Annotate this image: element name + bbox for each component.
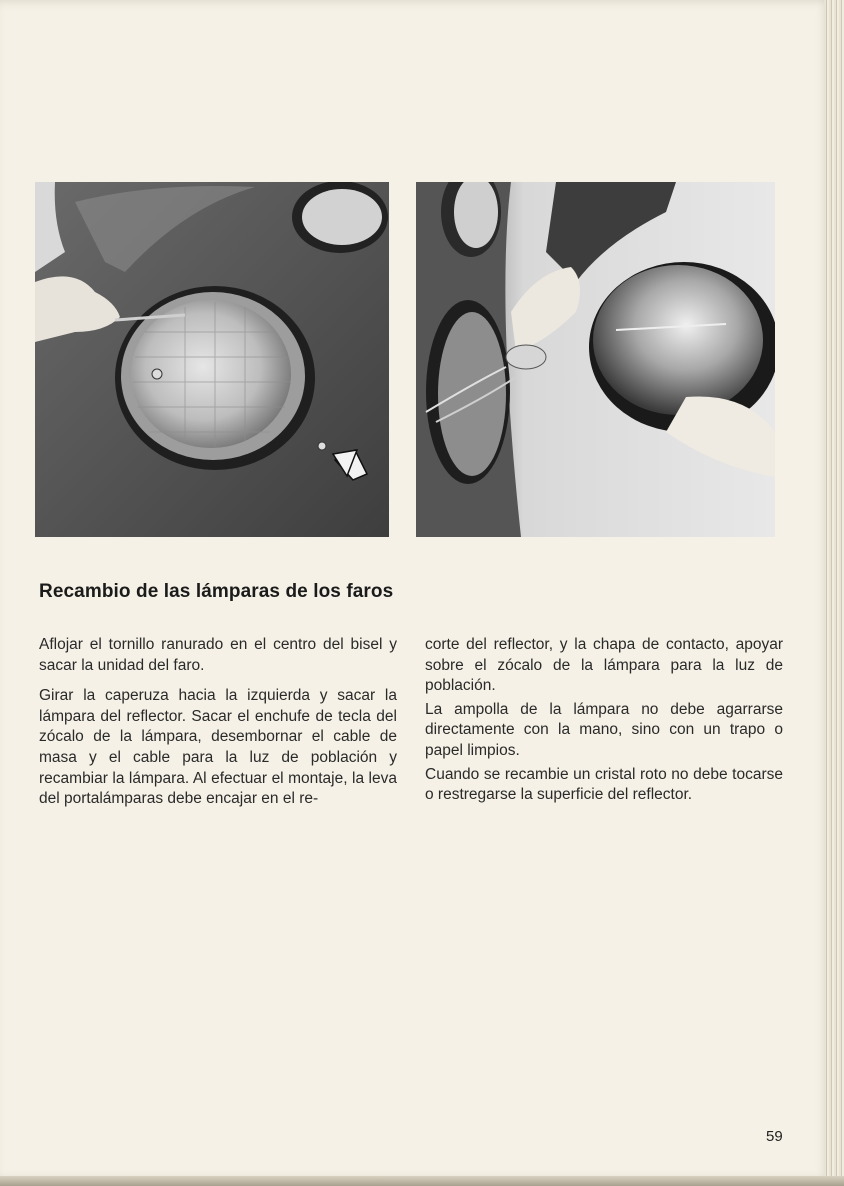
page-number: 59: [766, 1128, 783, 1145]
paragraph: La ampolla de la lámpara no debe agarrarse directamente con la mano, sino con un trapo o papel limpios.: [425, 700, 783, 759]
paragraph: Girar la caperuza hacia la izquierda y sacar la lámpara del reflector. Sacar el enchufe de tecla del zócalo de la lámpara, desembornar el cable de masa y el cable para la luz de población y recambiar la lámpara. Al efectuar el montaje, la leva del portalámparas debe encajar en el re-: [39, 687, 397, 808]
text-column-right: [425, 635, 783, 809]
paragraph: corte del reflector, y la chapa de contacto, apoyar sobre el zócalo de la lámpara para la luz de población.: [425, 636, 783, 695]
paragraph: Cuando se recambie un cristal roto no debe tocarse o restregarse la superficie del reflector.: [425, 765, 783, 804]
page-stack-edge: [824, 0, 844, 1186]
paragraph: Aflojar el tornillo ranurado en el centro del bisel y sacar la unidad del faro.: [39, 636, 397, 674]
text-column-left: [39, 635, 397, 820]
section-heading: Recambio de las lámparas de los faros: [39, 581, 394, 602]
page-bottom-edge: [0, 1176, 844, 1186]
headlight-screwdriver-photo: [35, 182, 389, 537]
headlight-bulb-removal-photo: [416, 182, 775, 537]
